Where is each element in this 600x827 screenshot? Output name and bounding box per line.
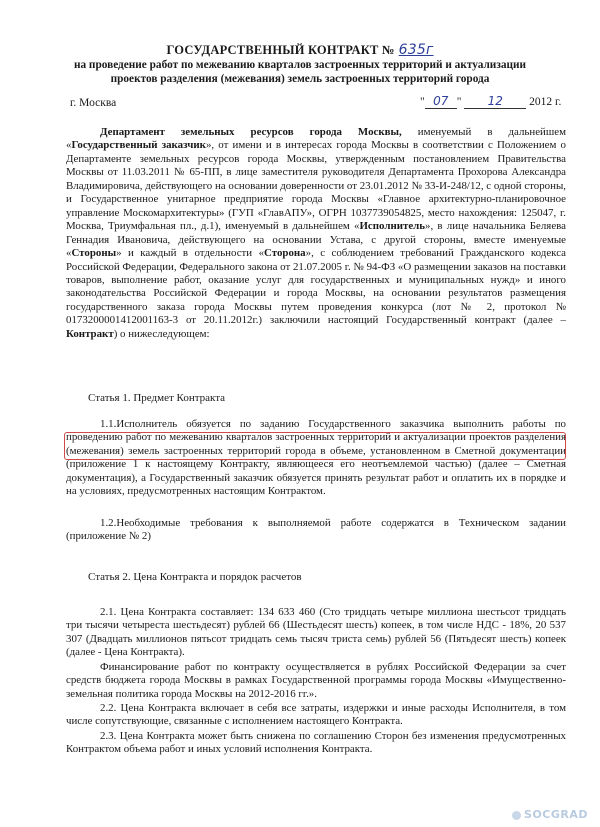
contract-title: ГОСУДАРСТВЕННЫЙ КОНТРАКТ № 635г: [166, 42, 434, 58]
handwritten-day: 07: [425, 94, 457, 109]
contract-date: " 07 " 12 2012 г.: [420, 94, 562, 108]
section2-paragraph-2: Финансирование работ по контракту осуществляется в рублях Российской Федерации за счет средств бюджета города Москвы в рамках Государственной программы города Москвы «Имущественно-земельная политика города Москвы на 2012-2016 гг.».: [66, 661, 566, 700]
preamble-paragraph: Департамент земельных ресурсов города Москвы, именуемый в дальнейшем «Государственный заказчик», от имени и в интересах города Москвы в соответствии с Положением о Департаменте земельных ресурсов города Москвы, утвержденным постановлением Правительства Москвы от 11.03.2011 № 65-ПП, в лице заместителя руководителя Департамента Прохорова Александра Владимировича, действующего на основании доверенности от 23.01.2012 № 33-И-248/12, с одной стороны, и Государственное унитарное предприятие города Москвы «Главное архитектурно-планировочное управление Москомархитектуры» (ГУП «ГлавАПУ», ОГРН 1037739054825, место нахождения: 125047, г. Москва, Триумфальная пл., д.1), именуемый в дальнейшем «Исполнитель», в лице начальника Беляева Геннадия Ивановича, действующего на основании Устава, с другой стороны, вместе именуемые «Стороны» и каждый в отдельности «Сторона», с соблюдением требований Гражданского кодекса Российской Федерации, Федерального закона от 21.07.2005 г. № 94-ФЗ «О размещении заказов на поставки товаров, выполнение работ, оказание услуг для государственных и муниципальных нужд» и иного законодательства Российской Федерации и города Москвы, на основании результатов размещения государственного заказа города Москвы путем проведения конкурса (лот № 2, протокол № 0173200001412001163-3 от 20.11.2012г.) заключили настоящий Государственный контракт (далее – Контракт) о нижеследующем:: [66, 126, 567, 340]
date-year: 2012 г.: [529, 96, 562, 108]
handwritten-contract-number: 635г: [398, 42, 434, 58]
watermark-logo: SOCGRAD: [512, 808, 588, 821]
city: г. Москва: [70, 97, 117, 109]
handwritten-month: 12: [464, 94, 526, 109]
section2-paragraph-1: 2.1. Цена Контракта составляет: 134 633 460 (Сто тридцать четыре миллиона шестьсот тридцать три тысячи четыреста шестьдесят) рублей 66 (Шестьдесят шесть) копеек, в том числе НДС - 18%, 20 537 307 (Двадцать миллионов пятьсот тридцать семь тысяч триста семь) рублей 56 (Пятьдесят шесть) копеек (далее - Цена Контракта).: [66, 606, 566, 659]
section2-paragraph-4: 2.3. Цена Контракта может быть снижена по соглашению Сторон без изменения предусмотренных Контрактом объема работ и иных условий исполнения Контракта.: [66, 730, 566, 756]
section1-heading: Статья 1. Предмет Контракта: [88, 392, 226, 404]
highlight-annotation: [64, 432, 566, 460]
section1-paragraph-2: 1.2.Необходимые требования к выполняемой работе содержатся в Техническом задании (приложение № 2): [66, 517, 566, 543]
section1-paragraph-1: 1.1.Исполнитель обязуется по заданию Государственного заказчика выполнить работы по проведению работ по межеванию кварталов застроенных территорий и актуализации проектов разделения (межевания) земель застроенных территорий города в объеме, установленном в Сметной документации (приложение 1 к настоящему Контракту, являющееся его неотъемлемой частью) (далее – Сметная документация), а Государственный заказчик обязуется принять результат работ и оплатить их в порядке и на условиях, предусмотренных настоящим Контрактом.: [66, 418, 566, 498]
section2-heading: Статья 2. Цена Контракта и порядок расчетов: [88, 571, 302, 583]
globe-icon: [512, 811, 521, 820]
section2-paragraph-3: 2.2. Цена Контракта включает в себя все затраты, издержки и иные расходы Исполнителя, в том числе сопутствующие, связанные с исполнением настоящего Контракта.: [66, 702, 566, 728]
contract-subtitle: на проведение работ по межеванию кварталов застроенных территорий и актуализации проектов разделения (межевания) земель застроенных территорий города: [73, 59, 527, 85]
